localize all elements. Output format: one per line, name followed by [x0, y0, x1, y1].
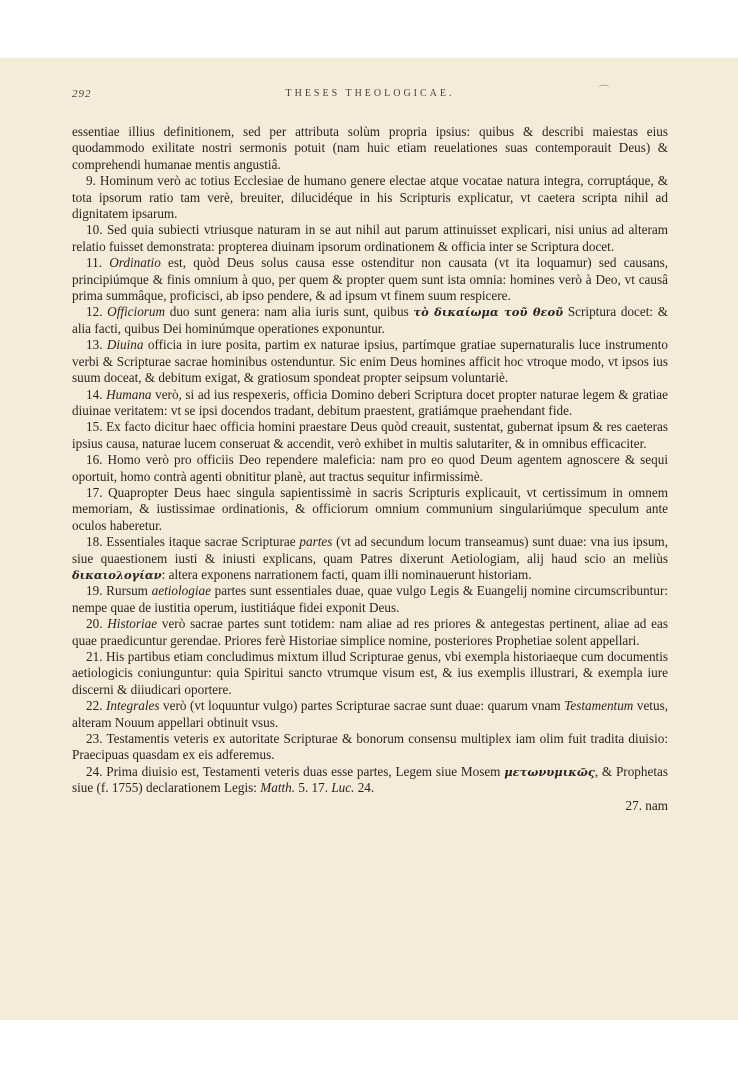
paragraph	[72, 583, 668, 616]
italic-term: Officiorum	[107, 304, 166, 320]
text-run: (vt ad secundum locum transeamus) sunt duae: vna ius ipsum, siue quaestionem iusti & iniusti explicans, quam Patres dixerunt Aetiologiam, alij haud scio an meliùs	[72, 534, 668, 566]
text-run: 22.	[86, 698, 106, 714]
text-run: 23. Testamentis veteris ex autoritate Scripturae & bonorum consensu multiplex iam olim fuit tradita diuisio: Praecipuas quasdam ex eis adferemus.	[72, 731, 668, 763]
text-run: 12.	[86, 304, 108, 320]
paragraph	[72, 337, 668, 386]
text-run: Scriptura docet: & alia facti, quibus Dei hominúmque operationes exponuntur.	[72, 304, 669, 336]
paragraph	[72, 387, 668, 420]
paragraph	[72, 173, 668, 222]
text-run: : altera exponens narrationem facti, quam illi nominauerunt historiam.	[161, 566, 532, 582]
italic-term: Historiae	[107, 616, 158, 632]
paragraph	[72, 222, 668, 255]
text-run: essentiae illius definitionem, sed per attributa solùm propria ipsius: quibus & describi maiestas eius quodammodo exilitate nostri sermonis potuit (nam huic etiam reuelationes suas contemporauit Deus) & comprehendi humanae mentis angustiâ.	[72, 124, 668, 172]
text-run: est, quòd Deus solus causa esse ostenditur non causata (vt ita loquamur) sed causans, principiúmque & finis omnium à quo, per quem & propter quem sunt ista omnia: homines verò à Deo, vt causâ prima summâque, proficisci, ab ipso pendere, & ad ipsum vt finem suum respicere.	[72, 255, 668, 304]
italic-term: Ordinatio	[109, 255, 161, 271]
italic-term: Matth.	[260, 780, 296, 796]
greek-text: δικαιολογίαν	[72, 567, 162, 582]
greek-text: τὸ δικαίωμα τοῦ θεοῦ	[413, 305, 564, 320]
text-run: 9. Hominum verò ac totius Ecclesiae de humano genere electae atque vocatae natura integra, corruptáque, & tota ipsorum ratio tam verè, breuiter, dilucidéque in his Scripturis explicatur, vt caetera scripta nihil ad dignitatem ipsarum.	[72, 173, 668, 222]
text-run: 18. Essentiales itaque sacrae Scripturae	[86, 534, 300, 550]
page-content	[0, 58, 738, 1020]
corner-mark: ⌒	[597, 84, 610, 98]
italic-term: Integrales	[106, 698, 160, 714]
text-run: 11.	[86, 255, 110, 271]
text-run: 5. 17.	[295, 780, 332, 796]
text-run: vetus, alteram Nouum appellari obtinuit vsus.	[72, 698, 668, 730]
italic-term: aetiologiae	[151, 583, 211, 599]
greek-text: μετωνυμικῶς	[504, 764, 595, 779]
text-run: officia in iure posita, partim ex naturae ipsius, partímque gratiae supernaturalis luce instrumento verbi & Scripturae sacrae hominibus ostenduntur. Sic enim Deus homines afficit hoc vtroque modo, vt ipsos ius suum doceat, & debitum exigat, & gratiosum spondeat propter seipsum voluntariè.	[72, 337, 669, 386]
text-run: partes sunt essentiales duae, quae vulgo Legis & Euangelij nomine circumscribuntur: nempe quae de iustitia operum, iustitiáque fidei exponit Deus.	[72, 583, 668, 615]
page-number: 292	[72, 88, 92, 100]
paragraph	[72, 452, 668, 485]
italic-term: Testamentum	[564, 698, 634, 714]
text-run: duo sunt genera: nam alia iuris sunt, quibus	[165, 304, 414, 320]
paragraph	[72, 649, 668, 698]
paragraph	[72, 419, 668, 452]
text-run: 24.	[354, 780, 375, 796]
running-head: THESES THEOLOGICAE.	[285, 88, 455, 99]
paragraph	[72, 731, 668, 764]
text-run: 13.	[86, 337, 107, 353]
top-margin	[0, 0, 738, 58]
text-run: 20.	[86, 616, 108, 632]
paragraph	[72, 764, 668, 797]
catchword: 27. nam	[625, 797, 668, 813]
text-run: 15. Ex facto dicitur haec officia homini praestare Deus quòd creauit, sustentat, gubernat ipsum & res caeteras ipsius causa, naturae lucem conseruat & accendit, verò exhibet in multis salutariter, & in omnibus efficaciter.	[72, 419, 668, 451]
paragraph	[72, 534, 668, 583]
italic-term: Humana	[106, 386, 152, 402]
text-run: verò, si ad ius respexeris, officia Domino deberi Scriptura docet propter naturae legem & gratiae diuinae veritatem: vt se ipsi docendos tradant, debitum praestent, gratiámque praehendant fide.	[72, 386, 668, 418]
italic-term: Diuina	[106, 337, 144, 353]
paragraph	[72, 485, 668, 534]
italic-term: Luc.	[331, 780, 355, 796]
paragraph	[72, 698, 668, 731]
page-header	[72, 84, 668, 104]
text-run: 21. His partibus etiam concludimus mixtum illud Scripturae genus, vbi exempla historiaeque cum documentis aetiologicis coniunguntur: quia Spiritui sancto vtrumque visum est, & ius exemplis illustrari, & exempla iure discerni & diiudicari oportere.	[72, 649, 668, 697]
paragraph	[72, 124, 668, 173]
text-run: 24. Prima diuisio est, Testamenti veteris duas esse partes, Legem siue Mosem	[86, 763, 505, 779]
paragraph	[72, 616, 668, 649]
text-run: , & Prophetas siue (f. 1755) declarationem Legis:	[72, 763, 668, 796]
text-run: 19. Rursum	[86, 583, 152, 599]
text-run: 10. Sed quia subiecti vtriusque naturam in se aut nihil aut parum attinuisset explicari, nisi unius ad alteram relatio fuisset demonstrata: propterea diuinam ipsorum ordinationem & officia inter se Scriptura docet.	[72, 222, 668, 254]
text-run: 14.	[86, 386, 107, 402]
text-run: 17. Quapropter Deus haec singula sapientissimè in sacris Scripturis explicauit, vt certissimum in omnem memoriam, & iustissimae ordinationis, & officiorum omnium communium singulariúmque speculum ante oculos haberetur.	[72, 484, 668, 533]
body-text	[72, 124, 668, 814]
text-run: 16. Homo verò pro officiis Deo rependere maleficia: nam pro eo quod Deum agentem agnoscere & sequi oportuit, homo contrà agenti obnititur planè, aut tractus sequitur infirmissimè.	[72, 452, 668, 484]
italic-term: partes	[299, 534, 333, 550]
paragraph	[72, 255, 668, 304]
text-run: verò sacrae partes sunt totidem: nam aliae ad res priores & antegestas pertinent, aliae ad eas quae praedicuntur gerendae. Priores ferè Historiae simplice nomine, posteriores Prophetiae solent appellari.	[72, 616, 669, 648]
bottom-margin	[0, 1020, 738, 1068]
text-run: verò (vt loquuntur vulgo) partes Scripturae sacrae sunt duae: quarum vnam	[159, 698, 565, 714]
paragraph	[72, 304, 668, 337]
